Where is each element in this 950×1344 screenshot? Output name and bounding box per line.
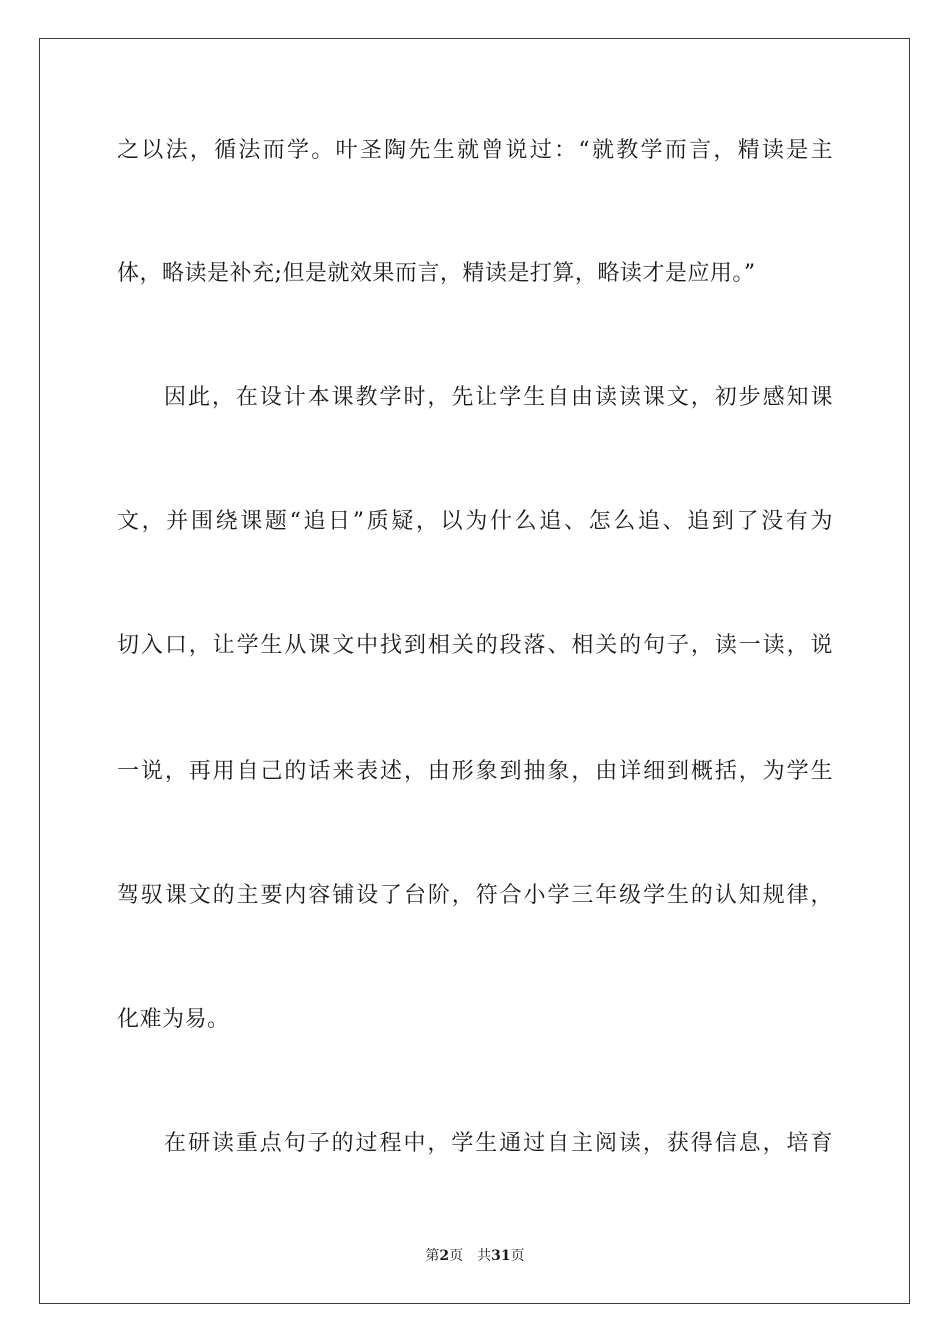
body-line-6: 一说，再用自己的话来表述，由形象到抽象，由详细到概括，为学生 (117, 759, 833, 784)
body-line-9: 在研读重点句子的过程中，学生通过自主阅读，获得信息，培育 (164, 1131, 833, 1156)
total-suffix: 页 (510, 1248, 525, 1264)
page-number: 2 (439, 1248, 450, 1264)
body-line-3: 因此，在设计本课教学时，先让学生自由读读课文，初步感知课 (164, 385, 833, 410)
body-line-1: 之以法，循法而学。叶圣陶先生就曾说过：“就教学而言，精读是主 (117, 138, 833, 163)
page-suffix: 页 (449, 1248, 464, 1264)
total-prefix: 共 (477, 1248, 492, 1264)
body-line-5: 切入口，让学生从课文中找到相关的段落、相关的句子，读一读，说 (117, 633, 833, 658)
body-line-2: 体，略读是补充;但是就效果而言，精读是打算，略读才是应用。” (117, 261, 756, 286)
body-line-8: 化难为易。 (117, 1007, 230, 1032)
page-prefix: 第 (425, 1248, 440, 1264)
page-footer (0, 1246, 950, 1266)
body-line-4: 文，并围绕课题“追日”质疑，以为什么追、怎么追、追到了没有为 (117, 509, 833, 534)
page-border (39, 38, 910, 1304)
body-line-7: 驾驭课文的主要内容铺设了台阶，符合小学三年级学生的认知规律， (117, 883, 833, 908)
total-pages: 31 (491, 1248, 511, 1264)
